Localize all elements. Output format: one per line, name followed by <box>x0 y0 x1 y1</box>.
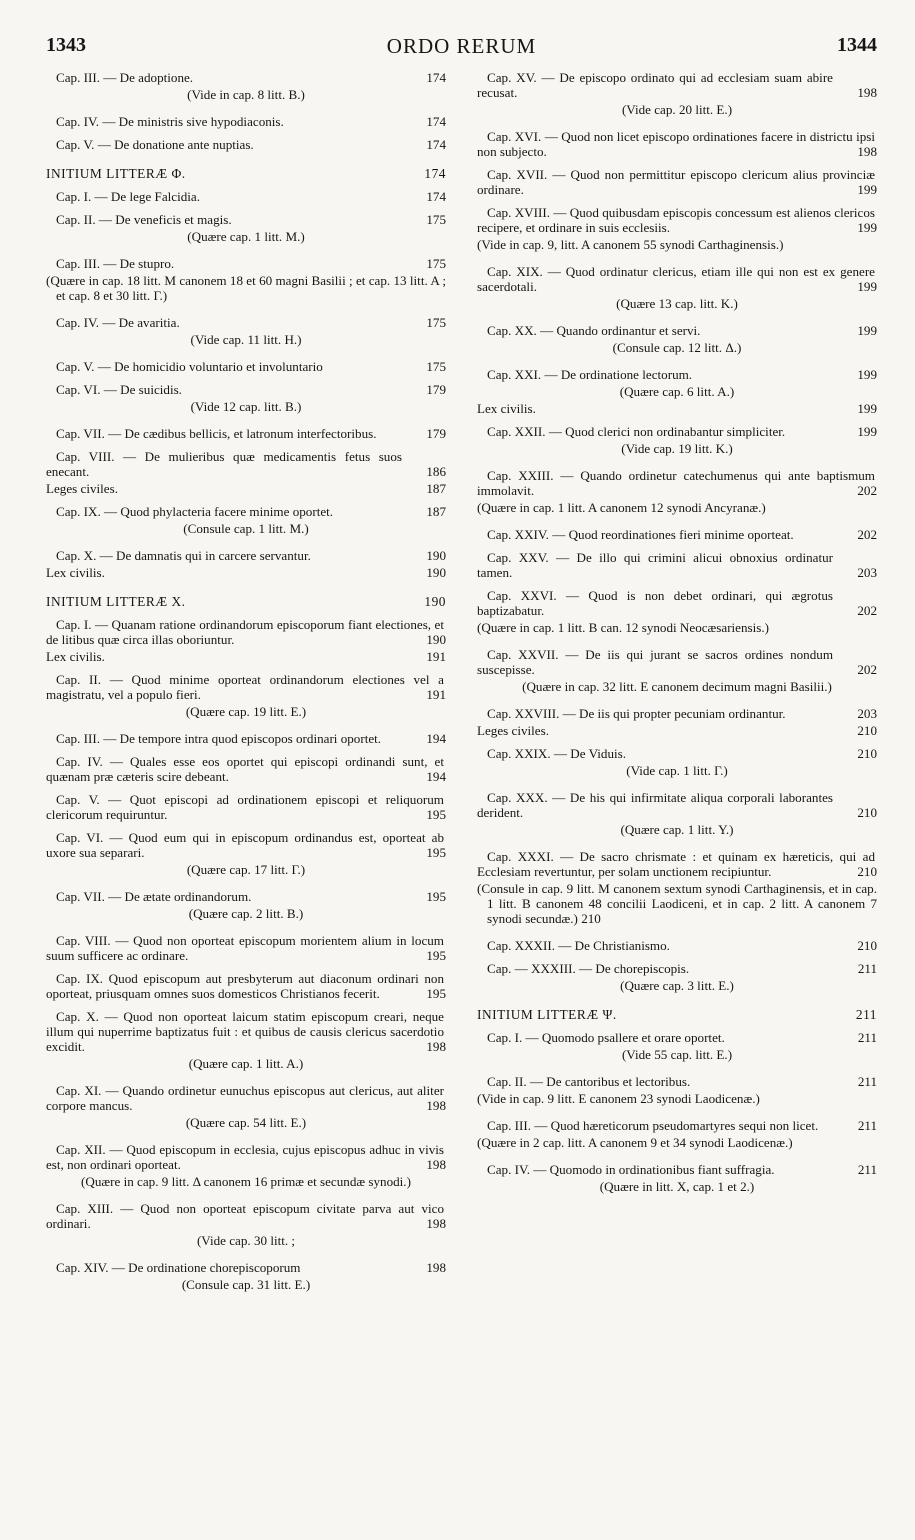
page-reference: 198 <box>420 1260 446 1275</box>
page-reference: 198 <box>420 1216 446 1231</box>
entry-text: (Quære cap. 1 litt. Y.) <box>620 822 734 837</box>
entry-text: Cap. — XXXIII. — De chorepiscopis. <box>487 961 690 976</box>
page-reference: 211 <box>855 1007 877 1022</box>
chapter-entry <box>46 137 446 152</box>
entry-text: Cap. XVII. — Quod non permittitur episcopo clericum alius provinciæ ordinare. <box>477 167 875 197</box>
page-reference: 174 <box>420 114 446 129</box>
page-reference: 199 <box>851 182 877 197</box>
page-reference: 211 <box>852 1074 877 1089</box>
cross-reference <box>46 229 446 244</box>
entry-text: (Quære in cap. 1 litt. B can. 12 synodi Neocæsariensis.) <box>477 620 770 635</box>
entry-text: Cap. XV. — De episcopo ordinato qui ad ecclesiam suam abire recusat. <box>477 70 833 100</box>
entry-text: Cap. X. — Quod non oporteat laicum statim episcopum creari, neque illum qui nuperrime baptizatus fuit : et quibus de causis clericus sacerdotio excidit. <box>46 1009 444 1054</box>
page-reference: 198 <box>851 85 877 100</box>
cross-reference <box>477 384 877 399</box>
entry-text: Cap. VII. — De ætate ordinandorum. <box>56 889 252 904</box>
entry-text: (Quære cap. 19 litt. E.) <box>185 704 307 719</box>
chapter-entry <box>46 548 446 563</box>
entry-text: Cap. IV. — Quomodo in ordinationibus fiant suffragia. <box>487 1162 775 1177</box>
chapter-entry <box>46 189 446 204</box>
page-reference: 199 <box>851 424 877 439</box>
cross-reference <box>46 1277 446 1292</box>
chapter-entry <box>46 889 446 904</box>
entry-text: Cap. II. — De veneficis et magis. <box>56 212 232 227</box>
page-reference: 175 <box>420 359 446 374</box>
chapter-entry <box>46 754 446 784</box>
entry-text: Cap. VIII. — Quod non oporteat episcopum morientem alium in locum suum sufficere ac ordinare. <box>46 933 444 963</box>
cross-reference <box>46 906 446 921</box>
section-heading <box>477 1007 877 1022</box>
page-reference: 211 <box>852 961 877 976</box>
entry-text: Cap. II. — Quod minime oporteat ordinandorum electiones vel a magistratu, vel a populo fieri. <box>46 672 444 702</box>
entry-text: Lex civilis. <box>46 565 105 580</box>
page-reference: 175 <box>420 315 446 330</box>
chapter-entry <box>46 449 446 479</box>
entry-text: Cap. V. — De donatione ante nuptias. <box>56 137 254 152</box>
page-reference: 190 <box>420 548 446 563</box>
entry-text: Cap. XXIV. — Quod reordinationes fieri minime oporteat. <box>487 527 794 542</box>
page-reference: 174 <box>424 166 446 181</box>
entry-text: (Vide in cap. 8 litt. B.) <box>187 87 305 102</box>
entry-text: Cap. VI. — De suicidis. <box>56 382 182 397</box>
entry-text: (Consule in cap. 9 litt. M canonem sextum synodi Carthaginensis, et in cap. 1 litt. B canonem 48 concilii Laodiceni, et in cap. 2 litt. A canonem 7 synodi secundæ.) 210 <box>477 881 877 926</box>
chapter-entry <box>46 256 446 271</box>
chapter-entry <box>46 1142 446 1172</box>
cross-reference <box>477 1135 877 1150</box>
page-reference: 203 <box>851 565 877 580</box>
entry-text: Lex civilis. <box>46 649 105 664</box>
entry-text: Cap. I. — De lege Falcidia. <box>56 189 200 204</box>
entry-text: Cap. XXX. — De his qui infirmitate aliqua corporali laborantes derident. <box>477 790 833 820</box>
page-reference: 194 <box>420 731 446 746</box>
left-column <box>46 62 446 1292</box>
page-reference: 203 <box>851 706 877 721</box>
entry-text: Cap. IV. — Quales esse eos oportet qui episcopi ordinandi sunt, et quænam præ cæteris scire debeant. <box>46 754 444 784</box>
chapter-entry <box>477 367 877 382</box>
page-reference: 210 <box>851 938 877 953</box>
entry-text: Cap. IV. — De ministris sive hypodiaconis. <box>56 114 284 129</box>
entry-text: Leges civiles. <box>477 723 549 738</box>
entry-text: Cap. XXIII. — Quando ordinetur catechumenus qui ante baptismum immolavit. <box>477 468 875 498</box>
chapter-entry <box>477 527 877 542</box>
page-reference: 210 <box>851 864 877 879</box>
entry-text: Cap. II. — De cantoribus et lectoribus. <box>487 1074 691 1089</box>
entry-text: (Quære in cap. 18 litt. M canonem 18 et 60 magni Basilii ; et cap. 13 litt. A ; et cap. 8 et 30 litt. Γ.) <box>46 273 446 303</box>
entry-text: (Vide in cap. 9, litt. A canonem 55 synodi Carthaginensis.) <box>477 237 784 252</box>
entry-text: (Consule cap. 31 litt. E.) <box>181 1277 311 1292</box>
entry-text: (Quære in litt. X, cap. 1 et 2.) <box>599 1179 755 1194</box>
page-reference: 174 <box>420 70 446 85</box>
law-note <box>46 481 446 496</box>
page-reference: 202 <box>851 603 877 618</box>
chapter-entry <box>477 550 877 580</box>
page-reference: 199 <box>851 323 877 338</box>
entry-text: INITIUM LITTERÆ Φ. <box>46 166 186 181</box>
entry-text: Cap. III. — De tempore intra quod episcopos ordinari oportet. <box>56 731 382 746</box>
chapter-entry <box>477 790 877 820</box>
page-reference: 194 <box>420 769 446 784</box>
page-reference: 195 <box>420 807 446 822</box>
entry-text: (Quære cap. 1 litt. A.) <box>188 1056 304 1071</box>
chapter-entry <box>477 167 877 197</box>
entry-text: (Quære 13 cap. litt. K.) <box>616 296 738 311</box>
cross-reference <box>477 237 877 252</box>
chapter-entry <box>46 70 446 85</box>
cross-reference <box>46 87 446 102</box>
page-reference: 199 <box>851 220 877 235</box>
chapter-entry <box>46 426 446 441</box>
page-reference: 195 <box>420 889 446 904</box>
cross-reference <box>46 521 446 536</box>
chapter-entry <box>46 933 446 963</box>
chapter-entry <box>477 1162 877 1177</box>
entry-text: Cap. X. — De damnatis qui in carcere servantur. <box>56 548 311 563</box>
law-note <box>46 565 446 580</box>
entry-text: Cap. XXVI. — Quod is non debet ordinari, qui ægrotus baptizabatur. <box>477 588 833 618</box>
page-header <box>46 30 877 62</box>
chapter-entry <box>477 205 877 235</box>
chapter-entry <box>477 70 877 100</box>
entry-text: Cap. IX. — Quod phylacteria facere minime oportet. <box>56 504 334 519</box>
entry-text: INITIUM LITTERÆ X. <box>46 594 186 609</box>
cross-reference <box>477 1047 877 1062</box>
page-reference: 210 <box>851 805 877 820</box>
entry-text: (Vide 12 cap. litt. B.) <box>190 399 302 414</box>
entry-text: Cap. XXVII. — De iis qui jurant se sacros ordines nondum suscepisse. <box>477 647 833 677</box>
entry-text: (Quære cap. 2 litt. B.) <box>188 906 304 921</box>
cross-reference <box>477 500 877 515</box>
chapter-entry <box>46 382 446 397</box>
chapter-entry <box>46 617 446 647</box>
entry-text: (Vide in cap. 9 litt. E canonem 23 synodi Laodicenæ.) <box>477 1091 760 1106</box>
page-reference: 211 <box>852 1162 877 1177</box>
cross-reference <box>46 1233 446 1248</box>
cross-reference <box>477 102 877 117</box>
page-reference: 191 <box>426 649 446 664</box>
entry-text: (Quære cap. 17 litt. Γ.) <box>186 862 306 877</box>
cross-reference <box>46 332 446 347</box>
page-reference: 195 <box>420 948 446 963</box>
entry-text: Cap. XIV. — De ordinatione chorepiscoporum <box>56 1260 301 1275</box>
entry-text: (Quære cap. 1 litt. M.) <box>187 229 305 244</box>
entry-text: Leges civiles. <box>46 481 118 496</box>
entry-text: Cap. VI. — Quod eum qui in episcopum ordinandus est, oporteat ab uxore sua separari. <box>46 830 444 860</box>
chapter-entry <box>477 264 877 294</box>
entry-text: Cap. XXI. — De ordinatione lectorum. <box>487 367 693 382</box>
page-reference: 174 <box>420 189 446 204</box>
chapter-entry <box>477 129 877 159</box>
chapter-entry <box>46 830 446 860</box>
cross-reference <box>477 881 877 926</box>
cross-reference <box>477 296 877 311</box>
entry-text: Cap. IX. Quod episcopum aut presbyterum aut diaconum ordinari non oporteat, priusquam omnes suos domesticos Christianos fecerit. <box>46 971 444 1001</box>
page-reference: 195 <box>420 845 446 860</box>
page-reference: 174 <box>420 137 446 152</box>
entry-text: Cap. VII. — De cædibus bellicis, et latronum interfectoribus. <box>56 426 377 441</box>
entry-text: (Quære in 2 cap. litt. A canonem 9 et 34 synodi Laodicenæ.) <box>477 1135 793 1150</box>
entry-text: Cap. VIII. — De mulieribus quæ medicamentis fetus suos enecant. <box>46 449 402 479</box>
index-columns <box>46 62 877 1292</box>
chapter-entry <box>46 359 446 374</box>
page-reference: 202 <box>851 483 877 498</box>
entry-text: Cap. XIII. — Quod non oporteat episcopum civitate parva aut vico ordinari. <box>46 1201 444 1231</box>
page-reference: 179 <box>420 426 446 441</box>
chapter-entry <box>477 323 877 338</box>
entry-text: (Vide cap. 30 litt. ; <box>196 1233 296 1248</box>
entry-text: (Quære in cap. 1 litt. A canonem 12 synodi Ancyranæ.) <box>477 500 766 515</box>
chapter-entry <box>477 647 877 677</box>
page-reference: 199 <box>851 367 877 382</box>
entry-text: Cap. V. — Quot episcopi ad ordinationem episcopi et reliquorum clericorum requiruntur. <box>46 792 444 822</box>
law-note <box>46 649 446 664</box>
chapter-entry <box>477 588 877 618</box>
page-reference: 210 <box>857 723 877 738</box>
page-reference: 202 <box>851 527 877 542</box>
cross-reference <box>477 763 877 778</box>
page-reference: 179 <box>420 382 446 397</box>
cross-reference <box>477 679 877 694</box>
cross-reference <box>477 1179 877 1194</box>
chapter-entry <box>477 1118 877 1133</box>
entry-text: Cap. XXXII. — De Christianismo. <box>487 938 670 953</box>
chapter-entry <box>46 792 446 822</box>
page-reference: 199 <box>851 279 877 294</box>
page-reference: 210 <box>851 746 877 761</box>
entry-text: (Quære cap. 3 litt. E.) <box>620 978 734 993</box>
entry-text: Cap. XXVIII. — De iis qui propter pecuniam ordinantur. <box>487 706 786 721</box>
entry-text: (Quære cap. 6 litt. A.) <box>619 384 735 399</box>
entry-text: Cap. XXV. — De illo qui crimini alicui obnoxius ordinatur tamen. <box>477 550 833 580</box>
cross-reference <box>46 862 446 877</box>
chapter-entry <box>46 315 446 330</box>
entry-text: Cap. III. — De stupro. <box>56 256 175 271</box>
entry-text: (Consule cap. 1 litt. M.) <box>183 521 309 536</box>
entry-text: Cap. I. — Quomodo psallere et orare oportet. <box>487 1030 725 1045</box>
page-reference: 190 <box>424 594 446 609</box>
cross-reference <box>477 1091 877 1106</box>
chapter-entry <box>46 1201 446 1231</box>
cross-reference <box>46 273 446 303</box>
entry-text: Cap. XVIII. — Quod quibusdam episcopis concessum est alienos clericos recipere, et ordinare in suis ecclesiis. <box>477 205 875 235</box>
entry-text: Cap. V. — De homicidio voluntario et involuntario <box>56 359 323 374</box>
cross-reference <box>46 1056 446 1071</box>
entry-text: Lex civilis. <box>477 401 536 416</box>
chapter-entry <box>46 1009 446 1054</box>
cross-reference <box>46 704 446 719</box>
law-note <box>477 401 877 416</box>
entry-text: (Vide cap. 1 litt. Γ.) <box>626 763 728 778</box>
cross-reference <box>46 399 446 414</box>
page-reference: 195 <box>420 986 446 1001</box>
entry-text: Cap. III. — De adoptione. <box>56 70 194 85</box>
chapter-entry <box>46 971 446 1001</box>
chapter-entry <box>46 672 446 702</box>
page-reference: 211 <box>852 1030 877 1045</box>
cross-reference <box>477 441 877 456</box>
entry-text: INITIUM LITTERÆ Ψ. <box>477 1007 617 1022</box>
section-heading <box>46 166 446 181</box>
page-reference: 198 <box>420 1098 446 1113</box>
entry-text: (Vide cap. 19 litt. K.) <box>621 441 733 456</box>
chapter-entry <box>477 424 877 439</box>
page-reference: 198 <box>420 1039 446 1054</box>
entry-text: Cap. XXII. — Quod clerici non ordinabantur simpliciter. <box>487 424 786 439</box>
entry-text: (Quære in cap. 32 litt. E canonem decimum magni Basilii.) <box>522 679 832 694</box>
page-number-left: 1343 <box>46 34 86 56</box>
page-reference: 198 <box>420 1157 446 1172</box>
page-reference: 199 <box>857 401 877 416</box>
entry-text: Cap. XIX. — Quod ordinatur clericus, etiam ille qui non est ex genere sacerdotali. <box>477 264 875 294</box>
page-reference: 190 <box>420 632 446 647</box>
chapter-entry <box>46 1083 446 1113</box>
entry-text: Cap. IV. — De avaritia. <box>56 315 180 330</box>
cross-reference <box>46 1174 446 1189</box>
chapter-entry <box>477 938 877 953</box>
entry-text: Cap. XXIX. — De Viduis. <box>487 746 626 761</box>
page-reference: 187 <box>420 504 446 519</box>
cross-reference <box>477 340 877 355</box>
entry-text: Cap. XXXI. — De sacro chrismate : et quinam ex hæreticis, qui ad Ecclesiam revertuntur, per solam unctionem recipiuntur. <box>477 849 875 879</box>
entry-text: Cap. I. — Quanam ratione ordinandorum episcoporum fiant electiones, et de litibus quæ circa illas oboriuntur. <box>46 617 444 647</box>
entry-text: (Vide cap. 20 litt. E.) <box>621 102 733 117</box>
entry-text: (Vide 55 cap. litt. E.) <box>621 1047 733 1062</box>
page-reference: 202 <box>851 662 877 677</box>
cross-reference <box>46 1115 446 1130</box>
chapter-entry <box>46 1260 446 1275</box>
chapter-entry <box>477 468 877 498</box>
chapter-entry <box>46 212 446 227</box>
page-reference: 190 <box>426 565 446 580</box>
chapter-entry <box>477 1030 877 1045</box>
entry-text: Cap. XVI. — Quod non licet episcopo ordinationes facere in districtu ipsi non subjecto. <box>477 129 875 159</box>
law-note <box>477 723 877 738</box>
chapter-entry <box>477 706 877 721</box>
entry-text: (Quære cap. 54 litt. E.) <box>185 1115 307 1130</box>
page-reference: 175 <box>420 212 446 227</box>
entry-text: Cap. III. — Quod hæreticorum pseudomartyres sequi non licet. <box>487 1118 819 1133</box>
entry-text: Cap. XI. — Quando ordinetur eunuchus episcopus aut clericus, aut aliter corpore mancus. <box>46 1083 444 1113</box>
chapter-entry <box>477 1074 877 1089</box>
page-reference: 187 <box>426 481 446 496</box>
chapter-entry <box>477 961 877 976</box>
entry-text: Cap. XX. — Quando ordinantur et servi. <box>487 323 701 338</box>
page-reference: 191 <box>420 687 446 702</box>
cross-reference <box>477 620 877 635</box>
right-column <box>477 62 877 1292</box>
cross-reference <box>477 978 877 993</box>
entry-text: (Vide cap. 11 litt. H.) <box>190 332 302 347</box>
chapter-entry <box>46 731 446 746</box>
chapter-entry <box>46 504 446 519</box>
cross-reference <box>477 822 877 837</box>
page-number-right: 1344 <box>837 34 877 56</box>
page-reference: 186 <box>420 464 446 479</box>
page-reference: 175 <box>420 256 446 271</box>
running-title: ORDO RERUM <box>386 34 537 58</box>
entry-text: Cap. XII. — Quod episcopum in ecclesia, cujus episcopus adhuc in vivis est, non ordinari oporteat. <box>46 1142 444 1172</box>
page-reference: 211 <box>852 1118 877 1133</box>
section-heading <box>46 594 446 609</box>
chapter-entry <box>46 114 446 129</box>
entry-text: (Consule cap. 12 litt. Δ.) <box>612 340 742 355</box>
page-reference: 198 <box>851 144 877 159</box>
entry-text: (Quære in cap. 9 litt. Δ canonem 16 primæ et secundæ synodi.) <box>81 1174 411 1189</box>
chapter-entry <box>477 746 877 761</box>
chapter-entry <box>477 849 877 879</box>
